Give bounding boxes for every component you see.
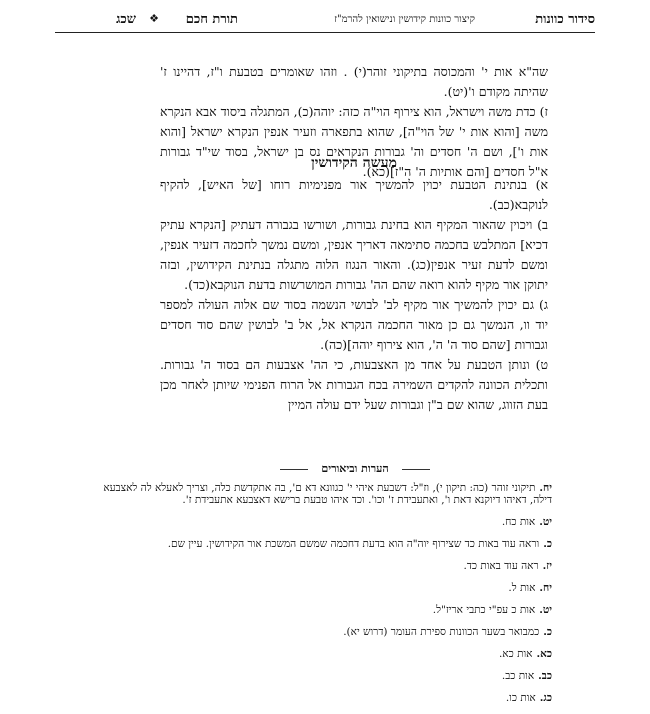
footnote-text: אות ל.: [508, 582, 536, 594]
section-paragraph: ט) ונותן הטבעת על אחד מן האצבעות, כי הה' אצבעות הם בסוד ה' גבורות. ותכלית הכוונה להקדים השמירה בכח הגבורות אל הרוח הפנימי שיותן לאחר מכן בעת הזווג, שהוא שם ב"ן וגבורות שעל ידם עולה המיין: [160, 357, 548, 412]
footnote-text: אות כו.: [505, 692, 536, 704]
divider-line: [402, 469, 430, 470]
book-title: סידור כוונות: [535, 12, 595, 27]
footnote: [100, 538, 552, 550]
section-title: מעשה הקידושין: [311, 155, 397, 171]
header-ornament-icon: ❖: [149, 12, 159, 25]
footnote-mark: יז.: [542, 560, 552, 572]
notes-heading: הערות וביאורים: [321, 462, 389, 475]
footnote-mark: כ.: [543, 626, 552, 638]
footnote-text: אות כח.: [501, 516, 536, 528]
section-paragraph: ב) ויכוין שהאור המקיף הוא בחינת גבורות, ושורשו בגבורה דעתיק [הנקרא עתיק דכיא] המתלבש בחכמה סתימאה דאריך אנפין, ומשם נמשך לחכמה דזעיר אנפין, ומשם לדעת זעיר אנפין(כג). והאור הנגוז הלוה מתגלה בנתינת הקידושין, ובזה יתוקן אור מקיף להוא רואה שהם הה' גבורות המושרשות בדעת הנוקבא(כד).: [160, 217, 548, 292]
footnote-text: וראה עוד באות כד שצירוף יוה"ה הוא בדעת דחכמה שמשם המשכת אור הקידושין. עיין שם.: [167, 538, 540, 550]
footnote-mark: כ.: [543, 538, 552, 550]
footnote-mark: יח.: [539, 482, 552, 494]
footnote: [100, 604, 552, 616]
footnote: [100, 692, 552, 704]
footnote-mark: יט.: [539, 516, 552, 528]
footnote: [100, 626, 552, 638]
section-text: [160, 175, 548, 415]
footnote-text: תיקוני זוהר (כה: תיקון י), וז"ל: דשבעת איהי י' כגוונא דא ם', בה אתקדשת כלה, וצריך לאעלא לה לאצבעא דילה, דאיהו דיוקנא דאת ו', ואתעבידת ז' וכו'. וכד איהו טבעת ברישא דאצבעא אתעבידת ז'.: [103, 482, 552, 506]
section-paragraph: א) בנתינת הטבעת יכוין להמשיך אור מפנימיות רוחו [של האיש], להקיף לנוקבא(כב).: [160, 177, 548, 212]
part-title: תורת חכם: [185, 12, 238, 27]
footnote-mark: יח.: [539, 582, 552, 594]
footnote-text: אות כב.: [501, 670, 535, 682]
header-rule: [55, 32, 595, 33]
footnote-mark: כב.: [538, 670, 552, 682]
footnote-text: כמבואר בשער הכוונות ספירת העומר (דרוש יא).: [343, 626, 540, 638]
divider-line: [280, 469, 308, 470]
footnote: [100, 560, 552, 572]
footnote-mark: יט.: [539, 604, 552, 616]
footnote: [100, 670, 552, 682]
footnote: [100, 482, 552, 506]
running-header: [55, 11, 595, 31]
footnote-text: אות כ עפ"י כתבי אריז"ל.: [432, 604, 536, 616]
footnote-mark: כא.: [536, 648, 552, 660]
intro-paragraph: ז) כדת משה וישראל, הוא צירוף הוי"ה כזה: יוהה(כ), המתגלה ביסוד אבא הנקרא משה [והוא אות י' של הוי"ה], שהוא בתפארה וזעיר אנפין הנקרא ישראל [והוא אות ו'], ושם ה' חסדים וה' גבורות הנקראים נס בן ישראל, בסוד שי"ד גבורות א"ל חסדים [והם אותיות ה' ה"ז](כא).: [160, 104, 548, 179]
intro-paragraph: שה"א אות י' והמכוסה בתיקוני זוהר(י) . וזהו שאומרים בטבעת ו"ז, דהיינו ז' שהיתה מקודם ו'(יט).: [160, 64, 548, 99]
footnote: [100, 516, 552, 528]
footnote: [100, 582, 552, 594]
footnote-text: אות כא.: [498, 648, 533, 660]
notes-separator: [225, 462, 485, 480]
footnote-mark: כג.: [539, 692, 552, 704]
footnotes: [100, 482, 552, 714]
book-subtitle: קיצור כוונות קידושין ונישואין להרמ"ז: [334, 14, 475, 25]
page-number: שכג: [116, 12, 136, 27]
section-paragraph: ג) גם יכוין להמשיך אור מקיף לב' לבושי הנשמה בסוד שם אלוה העולה למספר יוד וו, הנמשך גם כן מאור החכמה הנקרא אל, אל ב' לבושין שהם סוד חסדים וגבורות [שהם סוד ה' ה', הוא צירוף יוהה](כה).: [160, 297, 548, 352]
footnote-text: ראה עוד באות כד.: [463, 560, 539, 572]
